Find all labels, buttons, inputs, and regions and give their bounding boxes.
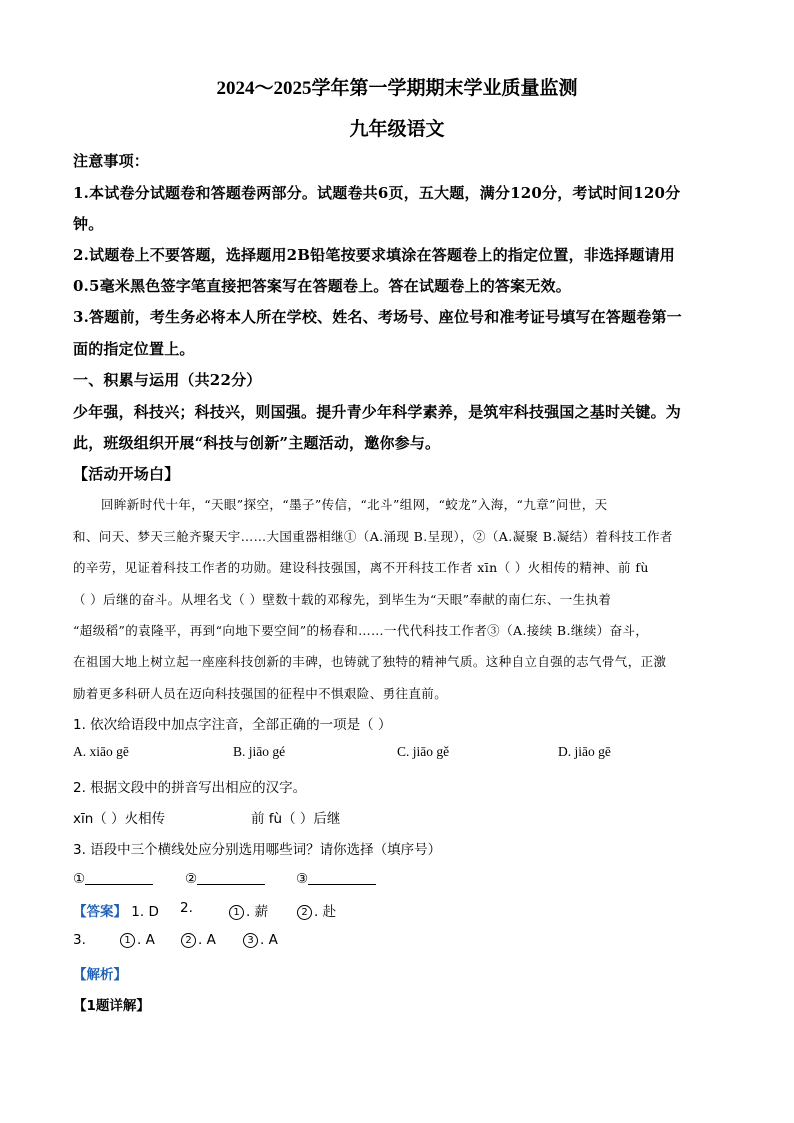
blank-number: ①	[73, 871, 86, 887]
option-b: B. jiāo gé	[233, 744, 286, 759]
passage-line: “超级稻”的袁隆平，再到“向地下要空间”的杨春和……一代代科技工作者③（A.接续 B.继续）奋斗，	[73, 623, 649, 638]
circled-number: 1	[120, 933, 135, 948]
circled-number: 1	[229, 905, 244, 920]
exam-title: 2024～2025学年第一学期期末学业质量监测	[216, 78, 578, 99]
section-heading: 一、积累与运用（共22分）	[73, 371, 262, 389]
answer-q3-2	[181, 932, 216, 948]
answer-blank	[85, 870, 153, 885]
question-3-blank-1	[73, 870, 153, 887]
activity-title: 【活动开场白】	[73, 465, 180, 483]
question-2-item-xin: xīn（ ）火相传	[73, 811, 166, 827]
section-intro: 少年强，科技兴；科技兴，则国强。提升青少年科学素养，是筑牢科技强国之基时关键。为	[73, 403, 682, 421]
option-a: A. xiāo gē	[73, 744, 129, 759]
option-d: D. jiāo gē	[558, 744, 611, 759]
answer-q3-3	[243, 932, 278, 948]
notice-item-1: 1.本试卷分试题卷和答题卷两部分。试题卷共6页，五大题，满分120分，考试时间120分	[73, 184, 681, 202]
answer-row-1	[73, 900, 159, 920]
blank-number: ②	[185, 871, 198, 887]
answer-blank	[197, 870, 265, 885]
circled-number: 2	[297, 905, 312, 920]
notice-item-2-cont: 0.5毫米黑色签字笔直接把答案写在答题卷上。答在试题卷上的答案无效。	[73, 277, 571, 295]
question-1: 1. 依次给语段中加点字注音，全部正确的一项是（ ）	[73, 717, 392, 733]
option-c: C. jiāo gě	[397, 744, 450, 759]
answer-label: 【答案】	[73, 904, 127, 920]
answer-blank	[308, 870, 376, 885]
circled-number: 2	[181, 933, 196, 948]
passage-line: 和、问天、梦天三舱齐聚天宇……大国重器相继①（A.涌现 B.呈现），②（A.凝聚 B.凝结）着科技工作者	[73, 529, 673, 544]
circled-number: 3	[243, 933, 258, 948]
blank-number: ③	[296, 871, 309, 887]
answer-value: . 赴	[314, 904, 337, 920]
answer-q2-2	[297, 900, 336, 920]
passage-line: 回眸新时代十年，“天眼”探空，“墨子”传信，“北斗”组网，“蛟龙”入海，“九章”问世，天	[101, 497, 608, 512]
detail-label: 【1题详解】	[73, 998, 150, 1014]
answer-value: . A	[260, 932, 278, 948]
answer-value: . A	[137, 932, 155, 948]
answer-q3-num: 3.	[73, 932, 86, 948]
question-3-blank-2	[185, 870, 265, 887]
question-3: 3. 语段中三个横线处应分别选用哪些词？请你选择（填序号）	[73, 842, 442, 858]
answer-q2-1	[229, 900, 268, 920]
notice-item-1-cont: 钟。	[73, 215, 104, 233]
question-2: 2. 根据文段中的拼音写出相应的汉字。	[73, 780, 307, 796]
passage-line: （ ）后继的奋斗。从埋名戈（ ）壁数十载的邓稼先，到毕生为“天眼”奉献的南仁东、一生执着	[73, 592, 612, 607]
answer-value: . A	[198, 932, 216, 948]
exam-subject: 九年级语文	[349, 119, 445, 140]
answer-value: . 薪	[246, 904, 269, 920]
notice-heading: 注意事项：	[73, 152, 150, 170]
question-3-blank-3	[296, 870, 376, 887]
question-2-item-fu: 前 fù（ ）后继	[251, 811, 341, 827]
answer-q1: 1. D	[131, 904, 159, 920]
passage-line: 在祖国大地上树立起一座座科技创新的丰碑，也铸就了独特的精神气质。这种自立自强的志气骨气，正激	[73, 654, 667, 669]
analysis-label: 【解析】	[73, 967, 127, 983]
section-intro-cont: 此，班级组织开展“科技与创新”主题活动，邀你参与。	[73, 434, 441, 452]
answer-q3-1	[120, 932, 155, 948]
notice-item-2: 2.试题卷上不要答题，选择题用2B铅笔按要求填涂在答题卷上的指定位置，非选择题请用	[73, 246, 675, 264]
notice-item-3-cont: 面的指定位置上。	[73, 340, 195, 358]
passage-line: 的辛劳，见证着科技工作者的功勋。建设科技强国，离不开科技工作者 xīn（ ）火相传的精神、前 fù	[73, 560, 649, 575]
notice-item-3: 3.答题前，考生务必将本人所在学校、姓名、考场号、座位号和准考证号填写在答题卷第一	[73, 308, 682, 326]
answer-q2-num: 2.	[180, 900, 193, 916]
passage-line: 励着更多科研人员在迈向科技强国的征程中不惧艰险、勇往直前。	[73, 686, 448, 701]
